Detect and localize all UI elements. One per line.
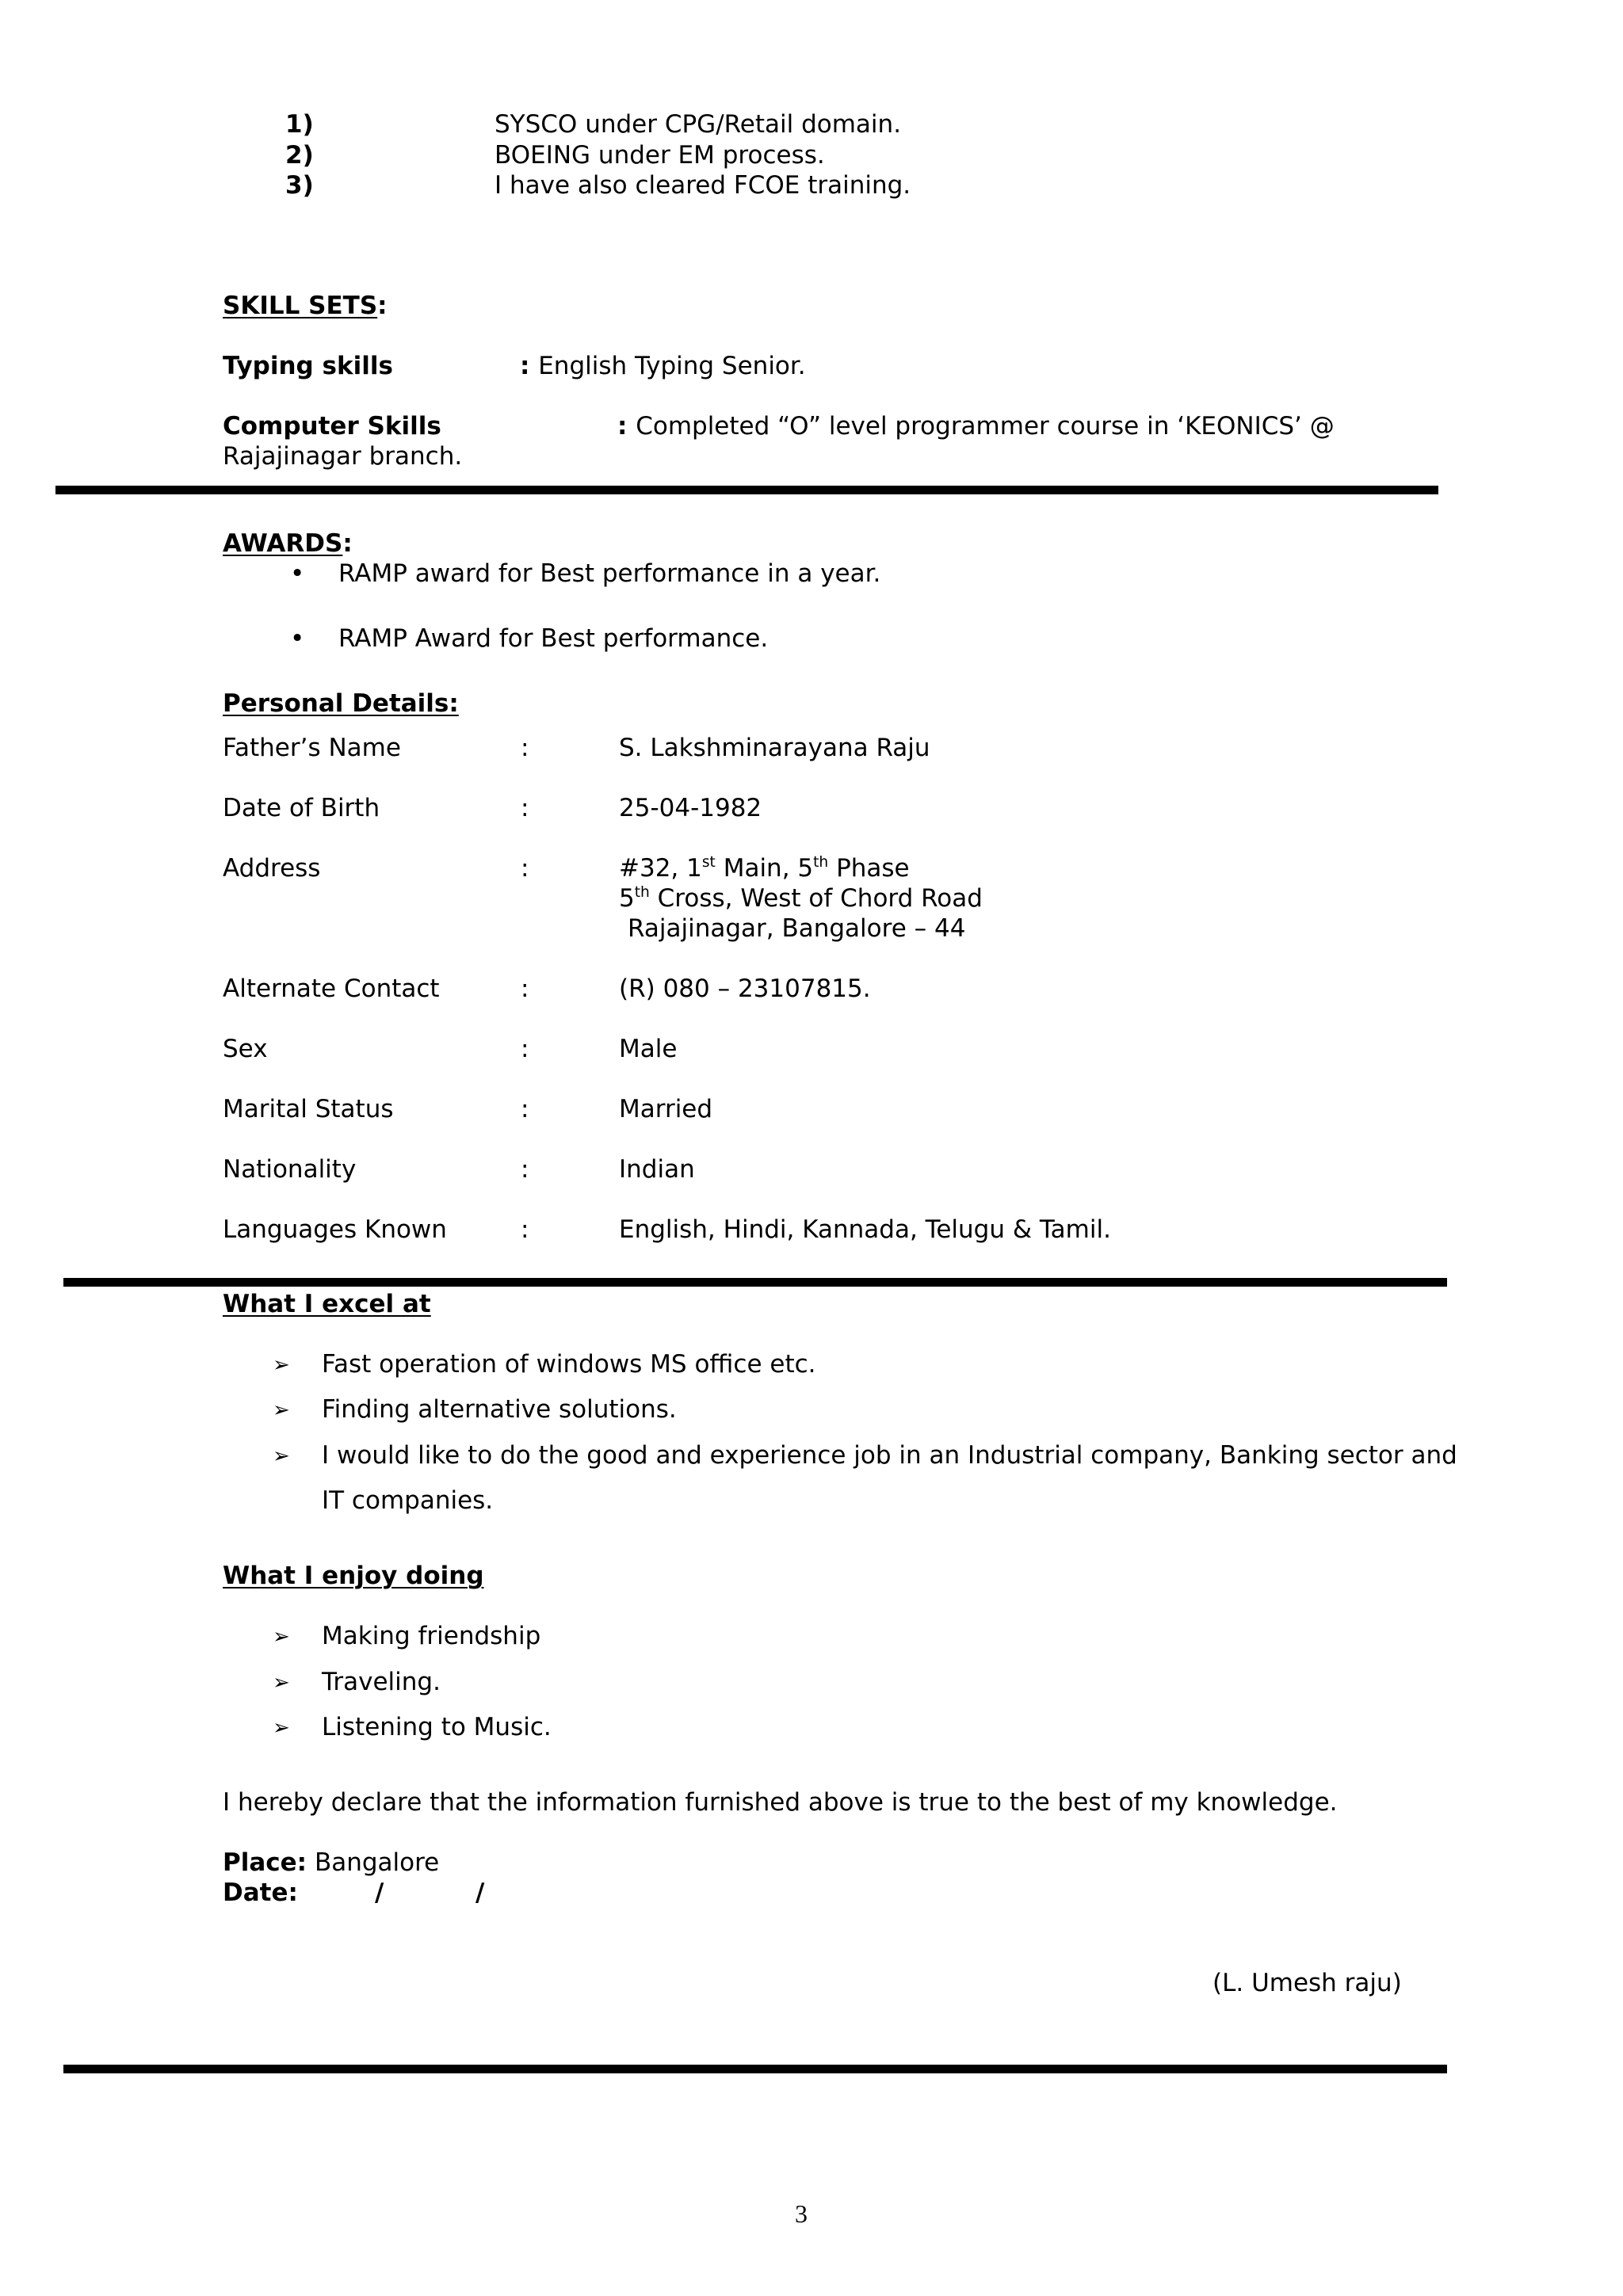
divider-line: [55, 486, 1438, 494]
enjoy-item-2: Traveling.: [322, 1668, 441, 1696]
project-number-3: 3): [285, 171, 314, 200]
excel-item-2: Finding alternative solutions.: [322, 1395, 677, 1424]
typing-skills-label: Typing skills: [223, 352, 393, 380]
bullet-icon: •: [290, 559, 305, 588]
divider-line: [63, 1278, 1447, 1287]
fathers-name-label: Father’s Name: [223, 734, 401, 762]
date-label: Date:: [223, 1878, 298, 1907]
computer-skills-value: : Completed “O” level programmer course in ‘KEONICS’ @: [617, 412, 1335, 441]
typing-skills-value: : English Typing Senior.: [520, 352, 806, 380]
awards-heading: AWARDS:: [223, 529, 353, 558]
alt-contact-value: (R) 080 – 23107815.: [619, 974, 871, 1003]
colon: :: [521, 854, 529, 883]
skill-sets-heading-text: SKILL SETS: [223, 292, 378, 320]
colon: :: [521, 974, 529, 1003]
skill-sets-heading: SKILL SETS:: [223, 292, 388, 320]
date-separator: /: [375, 1878, 384, 1907]
excel-item-1: Fast operation of windows MS office etc.: [322, 1350, 816, 1379]
arrow-bullet-icon: ➢: [273, 1671, 290, 1695]
award-item-2: RAMP Award for Best performance.: [338, 624, 769, 653]
sex-label: Sex: [223, 1035, 268, 1063]
place-line: [223, 1848, 440, 1877]
excel-item-3-cont: IT companies.: [322, 1486, 494, 1515]
project-item-3: I have also cleared FCOE training.: [495, 171, 911, 200]
signature-name: (L. Umesh raju): [1212, 1969, 1402, 1997]
colon: :: [521, 794, 529, 822]
address-l1-c: Phase: [828, 854, 910, 883]
nationality-label: Nationality: [223, 1155, 357, 1184]
typing-skills-text: English Typing Senior.: [538, 352, 806, 380]
address-l2-sup: th: [634, 883, 650, 901]
project-item-1: SYSCO under CPG/Retail domain.: [495, 110, 902, 139]
computer-skills-label: Computer Skills: [223, 412, 441, 441]
colon: :: [521, 1215, 529, 1244]
nationality-value: Indian: [619, 1155, 695, 1184]
arrow-bullet-icon: ➢: [273, 1625, 290, 1649]
address-l1-sup2: th: [813, 853, 829, 871]
date-separator: /: [475, 1878, 485, 1907]
arrow-bullet-icon: ➢: [273, 1398, 290, 1422]
address-l1-a: #32, 1: [619, 854, 702, 883]
dob-label: Date of Birth: [223, 794, 380, 822]
project-number-2: 2): [285, 141, 314, 170]
languages-label: Languages Known: [223, 1215, 447, 1244]
address-line-3: Rajajinagar, Bangalore – 44: [628, 914, 966, 943]
excel-heading: What I excel at: [223, 1290, 431, 1318]
arrow-bullet-icon: ➢: [273, 1444, 290, 1468]
project-number-1: 1): [285, 110, 314, 139]
computer-skills-text: Completed “O” level programmer course in ‘KEONICS’ @: [636, 412, 1335, 441]
fathers-name-value: S. Lakshminarayana Raju: [619, 734, 930, 762]
enjoy-heading: What I enjoy doing: [223, 1562, 484, 1590]
award-item-1: RAMP award for Best performance in a year.: [338, 559, 881, 588]
sex-value: Male: [619, 1035, 678, 1063]
arrow-bullet-icon: ➢: [273, 1353, 290, 1377]
address-l1-b: Main, 5: [715, 854, 814, 883]
address-line-1: [619, 853, 910, 883]
place-value: Bangalore: [314, 1848, 440, 1877]
marital-status-value: Married: [619, 1095, 713, 1123]
awards-heading-text: AWARDS: [223, 529, 343, 558]
arrow-bullet-icon: ➢: [273, 1716, 290, 1740]
declaration-text: I hereby declare that the information furnished above is true to the best of my knowledge.: [223, 1788, 1338, 1817]
enjoy-item-3: Listening to Music.: [322, 1713, 552, 1741]
personal-details-heading: Personal Details:: [223, 689, 459, 718]
colon: :: [521, 1155, 529, 1184]
address-l2-a: 5: [619, 884, 635, 913]
project-item-2: BOEING under EM process.: [495, 141, 825, 170]
address-l2-b: Cross, West of Chord Road: [649, 884, 983, 913]
colon: :: [521, 734, 529, 762]
colon: :: [521, 1035, 529, 1063]
address-line-2: [619, 883, 983, 913]
enjoy-item-1: Making friendship: [322, 1622, 541, 1650]
excel-item-3: I would like to do the good and experience job in an Industrial company, Banking sector and: [322, 1441, 1457, 1470]
computer-skills-value-cont: Rajajinagar branch.: [223, 442, 463, 471]
place-label: Place:: [223, 1848, 307, 1877]
divider-line: [63, 2065, 1447, 2073]
alt-contact-label: Alternate Contact: [223, 974, 440, 1003]
page-number: 3: [795, 2199, 808, 2228]
address-l1-sup1: st: [701, 853, 716, 871]
languages-value: English, Hindi, Kannada, Telugu & Tamil.: [619, 1215, 1111, 1244]
address-label: Address: [223, 854, 321, 883]
marital-status-label: Marital Status: [223, 1095, 394, 1123]
dob-value: 25-04-1982: [619, 794, 762, 822]
bullet-icon: •: [290, 624, 305, 653]
colon: :: [521, 1095, 529, 1123]
